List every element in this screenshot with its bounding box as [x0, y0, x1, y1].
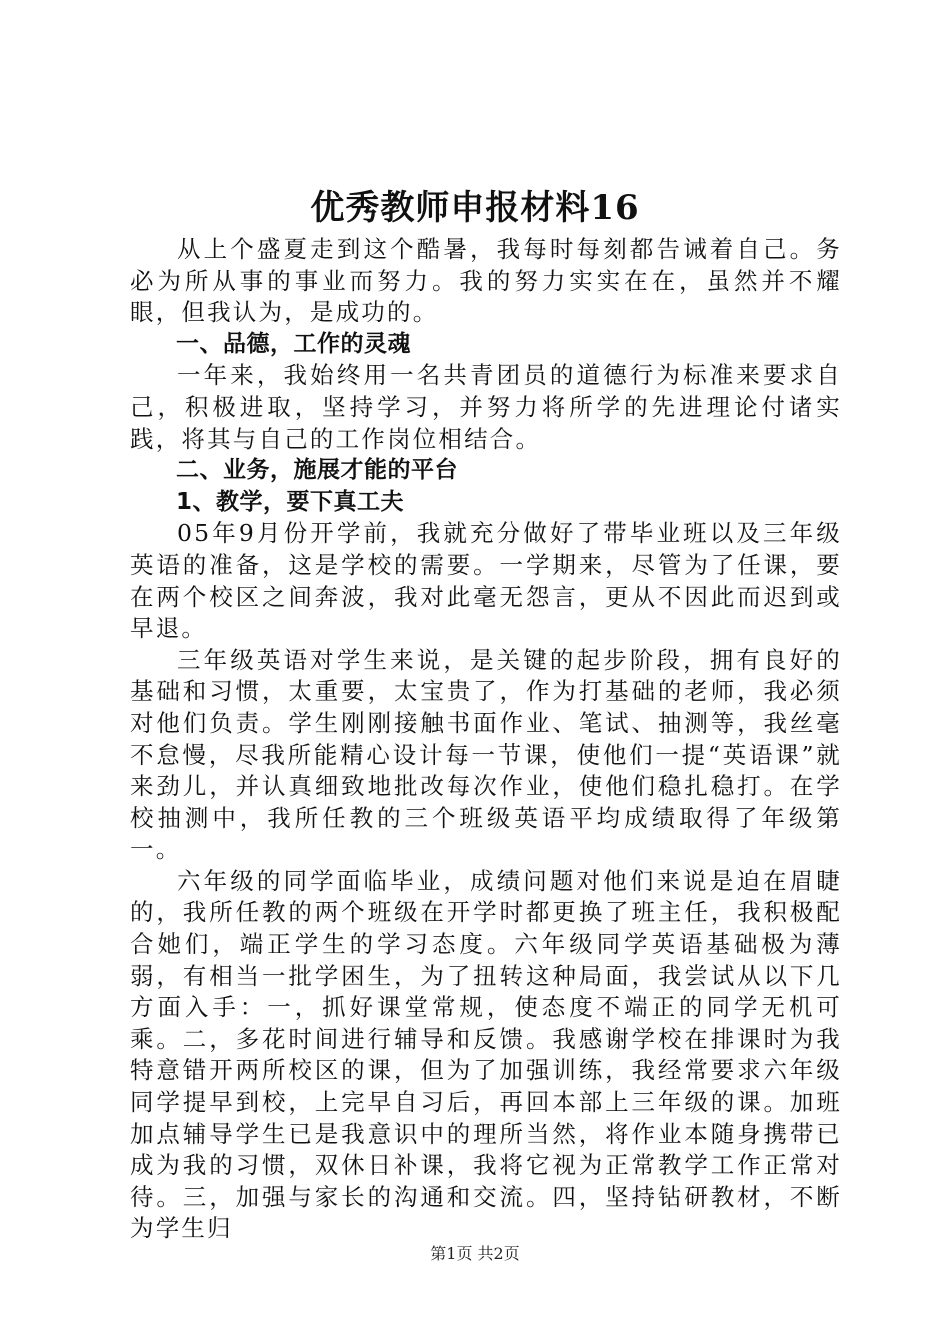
section-heading-work: 二、业务，施展才能的平台	[176, 457, 458, 484]
subsection-heading-teaching: 1、教学，要下真工夫	[176, 488, 405, 515]
document-title: 优秀教师申报材料16	[310, 188, 640, 228]
section-heading-ethics: 一、品德，工作的灵魂	[176, 330, 411, 357]
page-number-footer: 第1页 共2页	[430, 1244, 520, 1263]
teaching-paragraph-preparation: 05年9月份开学前，我就充分做好了带毕业班以及三年级英语的准备，这是学校的需要。一学期来，尽管为了任课，要在两个校区之间奔波，我对此毫无怨言，更从不因此而迟到或早退。	[130, 519, 842, 643]
intro-paragraph: 从上个盛夏走到这个酷暑，我每时每刻都告诫着自己。务必为所从事的事业而努力。我的努力实实在在，虽然并不耀眼，但我认为，是成功的。	[130, 235, 842, 327]
teaching-paragraph-grade-three: 三年级英语对学生来说，是关键的起步阶段，拥有良好的基础和习惯，太重要，太宝贵了，作为打基础的老师，我必须对他们负责。学生刚刚接触书面作业、笔试、抽测等，我丝毫不怠慢，尽我所能精心设计每一节课，使他们一提“英语课”就来劲儿，并认真细致地批改每次作业，使他们稳扎稳打。在学校抽测中，我所任教的三个班级英语平均成绩取得了年级第一。	[130, 645, 842, 864]
teaching-paragraph-grade-six: 六年级的同学面临毕业，成绩问题对他们来说是迫在眉睫的，我所任教的两个班级在开学时都更换了班主任，我积极配合她们，端正学生的学习态度。六年级同学英语基础极为薄弱，有相当一批学困生，为了扭转这种局面，我尝试从以下几方面入手：一，抓好课堂常规，使态度不端正的同学无机可乘。二，多花时间进行辅导和反馈。我感谢学校在排课时为我特意错开两所校区的课，但为了加强训练，我经常要求六年级同学提早到校，上完早自习后，再回本部上三年级的课。加班加点辅导学生已是我意识中的理所当然，将作业本随身携带已成为我的习惯，双休日补课，我将它视为正常教学工作正常对待。三，加强与家长的沟通和交流。四，坚持钻研教材，不断为学生归	[130, 866, 842, 1243]
ethics-paragraph: 一年来，我始终用一名共青团员的道德行为标准来要求自己，积极进取，坚持学习，并努力将所学的先进理论付诸实践，将其与自己的工作岗位相结合。	[130, 361, 842, 453]
document-body	[130, 234, 842, 1245]
